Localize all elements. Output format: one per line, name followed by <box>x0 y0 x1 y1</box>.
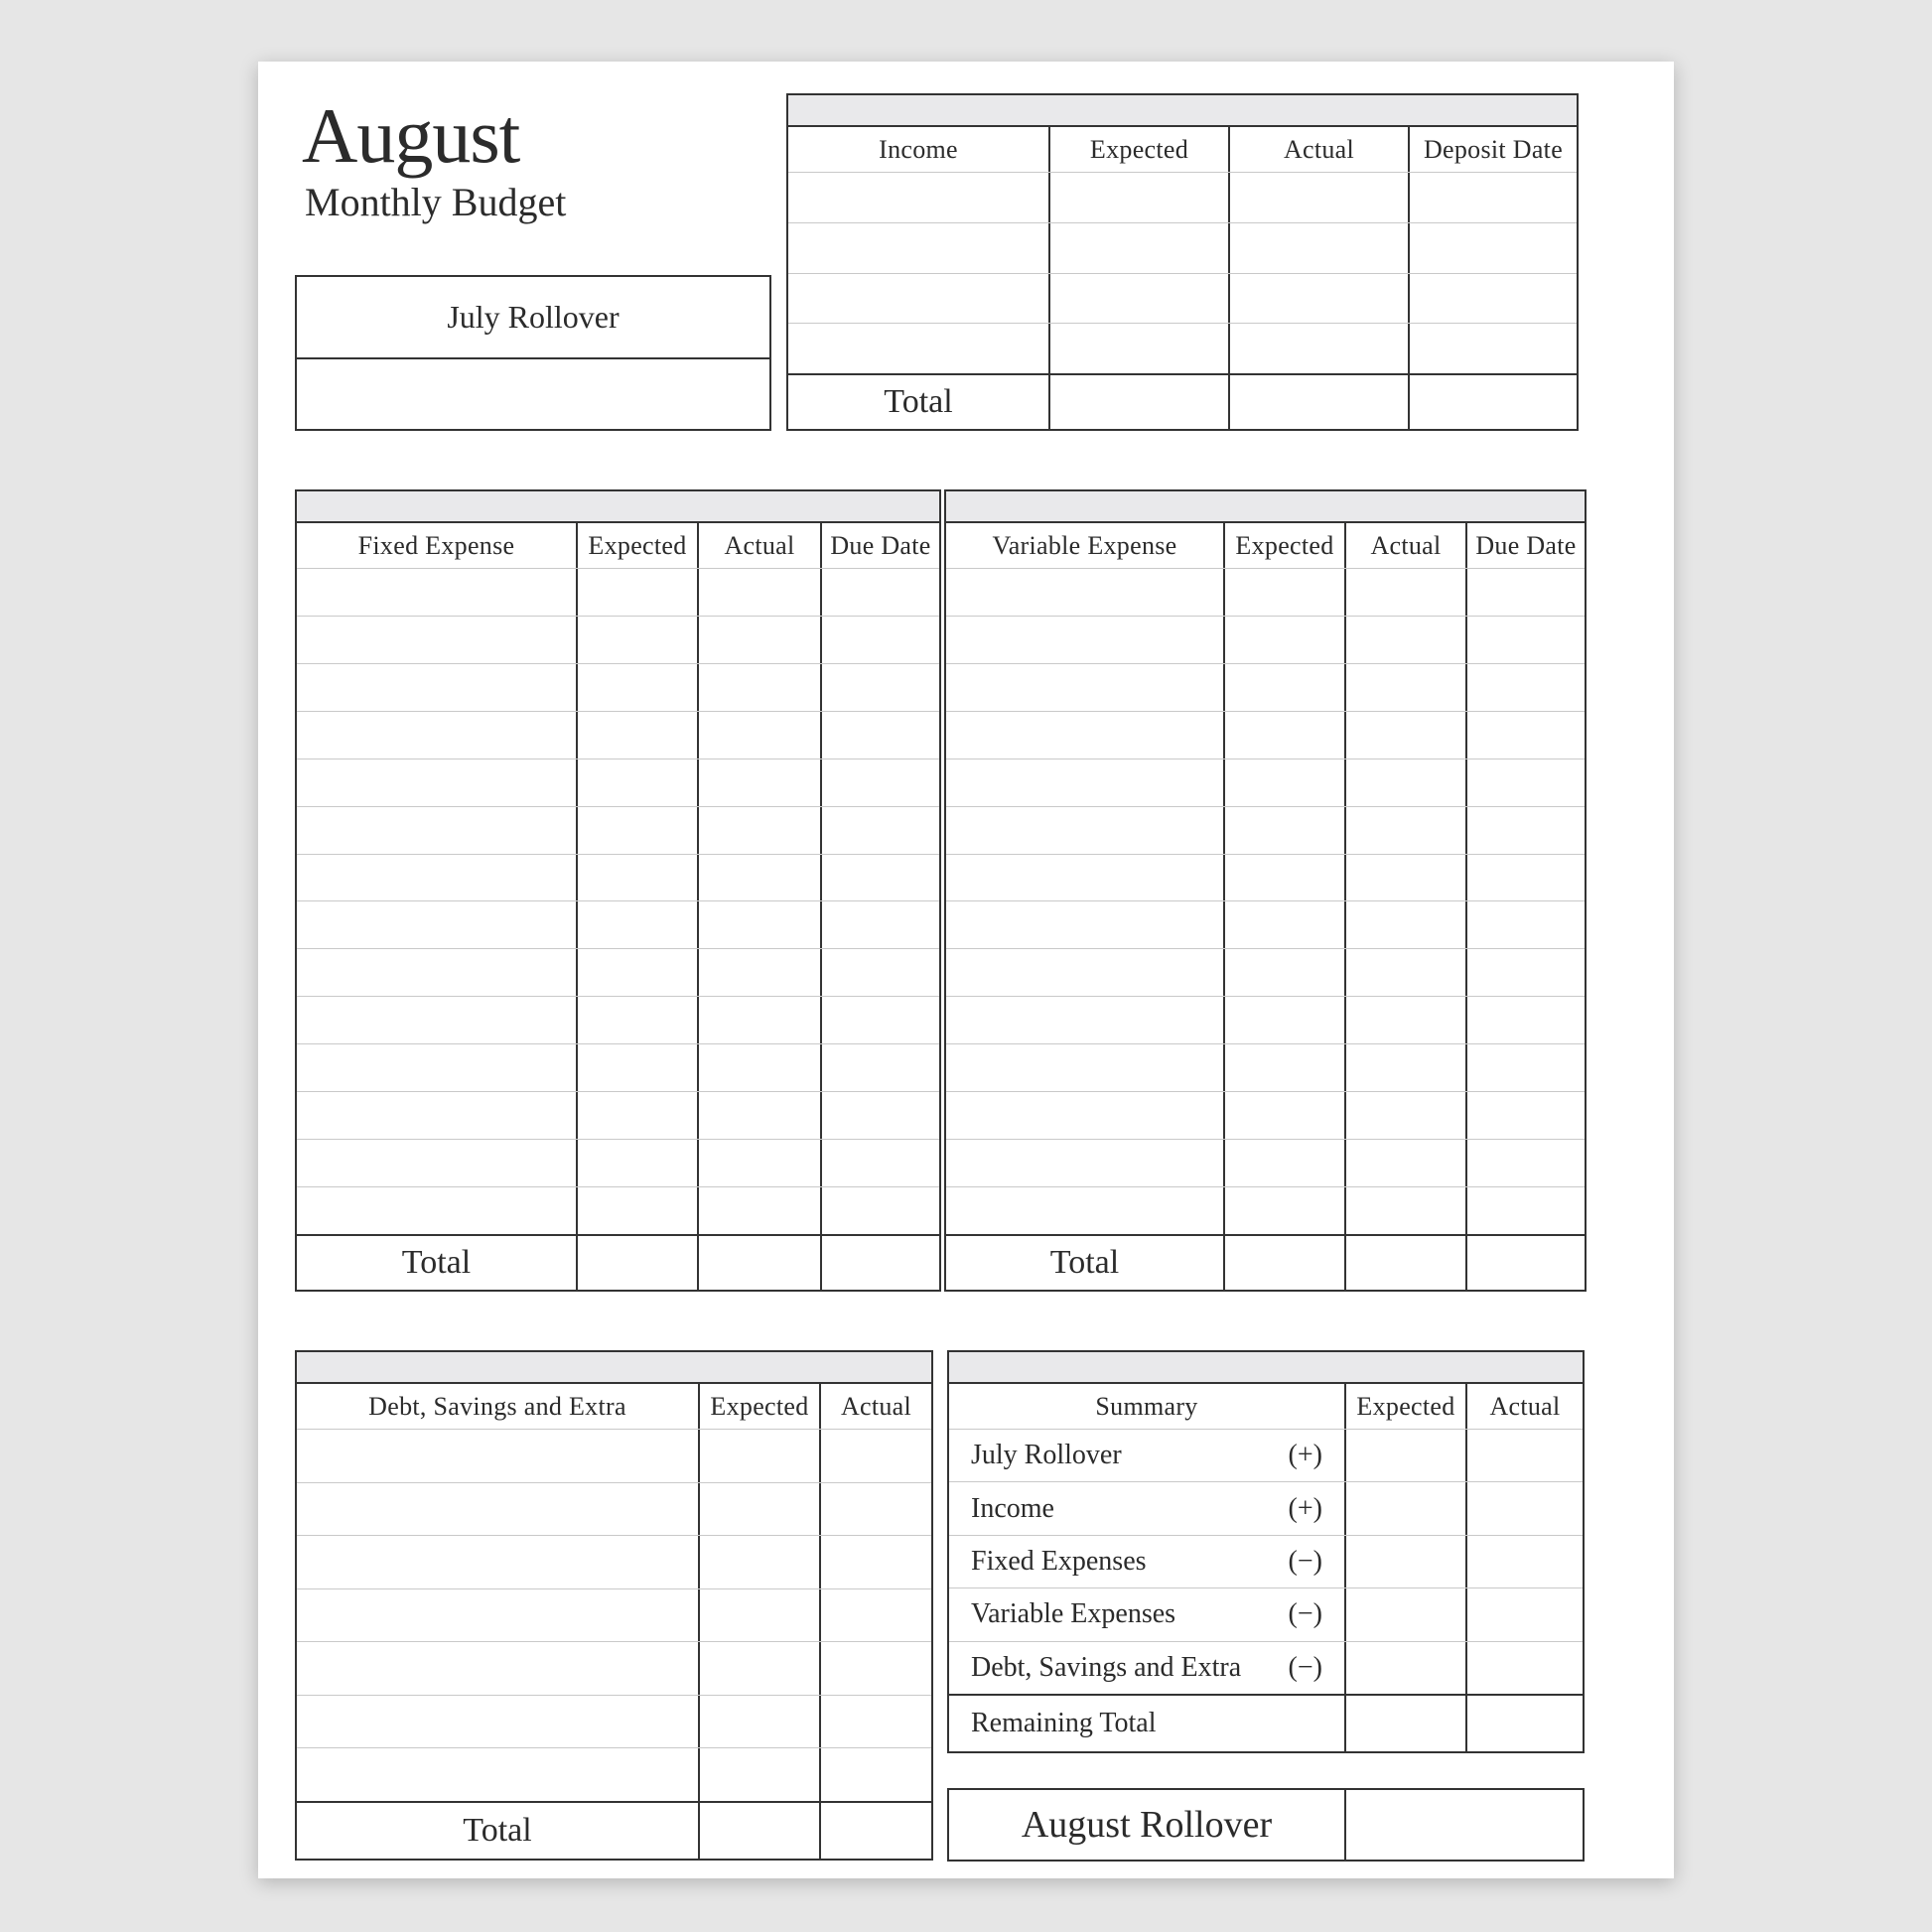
remaining-total-label: Remaining Total <box>971 1708 1157 1738</box>
empty-cell <box>1465 1642 1583 1694</box>
empty-cell <box>946 569 1223 616</box>
expected-column-header: Expected <box>1048 127 1228 172</box>
fixed-expense-column-header: Fixed Expense <box>357 530 515 560</box>
empty-cell <box>297 1748 698 1801</box>
minus-sign: (−) <box>1288 1546 1322 1578</box>
empty-row <box>297 711 939 759</box>
summary-header-row <box>949 1384 1583 1430</box>
empty-cell <box>819 1803 931 1859</box>
empty-cell <box>1223 569 1344 616</box>
empty-cell <box>297 664 576 711</box>
empty-cell <box>1344 1536 1465 1587</box>
empty-cell <box>1465 569 1585 616</box>
empty-cell <box>820 664 939 711</box>
debt-savings-column-header: Debt, Savings and Extra <box>368 1391 626 1421</box>
due-date-column-header: Due Date <box>1465 523 1585 568</box>
july-rollover-box <box>295 275 771 431</box>
empty-cell <box>697 569 820 616</box>
empty-cell <box>1344 901 1465 948</box>
empty-cell <box>697 1140 820 1186</box>
empty-row <box>946 1043 1585 1091</box>
empty-cell <box>1344 997 1465 1043</box>
fixed-expense-total-label: Total <box>401 1244 472 1281</box>
empty-cell <box>697 1187 820 1234</box>
empty-cell <box>788 223 1048 273</box>
empty-cell <box>1048 223 1228 273</box>
variable-expense-table-body <box>946 569 1585 1234</box>
debt-savings-table-band <box>297 1352 931 1384</box>
fixed-expense-header-row <box>297 523 939 569</box>
empty-row <box>297 663 939 711</box>
empty-cell <box>297 901 576 948</box>
empty-cell <box>946 949 1223 996</box>
expected-column-header: Expected <box>576 523 697 568</box>
empty-cell <box>576 855 697 901</box>
empty-cell <box>697 1092 820 1139</box>
empty-cell <box>820 617 939 663</box>
variable-expense-table <box>944 489 1587 1292</box>
empty-cell <box>297 1430 698 1482</box>
empty-cell <box>1344 1044 1465 1091</box>
empty-cell <box>698 1536 819 1588</box>
empty-row <box>297 806 939 854</box>
empty-cell <box>819 1536 931 1588</box>
empty-cell <box>698 1430 819 1482</box>
empty-cell <box>1223 901 1344 948</box>
empty-cell <box>820 1092 939 1139</box>
empty-row <box>946 569 1585 616</box>
plus-sign: (+) <box>1288 1440 1322 1471</box>
empty-cell <box>1223 1187 1344 1234</box>
empty-cell <box>297 997 576 1043</box>
empty-row <box>297 1535 931 1588</box>
empty-cell <box>1465 855 1585 901</box>
empty-row <box>946 616 1585 663</box>
empty-cell <box>819 1696 931 1748</box>
empty-cell <box>820 807 939 854</box>
empty-cell <box>788 173 1048 222</box>
empty-cell <box>576 1092 697 1139</box>
empty-row <box>946 996 1585 1043</box>
empty-row <box>946 1091 1585 1139</box>
income-total-row <box>788 373 1577 429</box>
summary-table <box>947 1350 1585 1753</box>
empty-cell <box>946 901 1223 948</box>
summary-row-income <box>949 1481 1583 1534</box>
empty-cell <box>297 1696 698 1748</box>
empty-cell <box>297 1092 576 1139</box>
empty-cell <box>697 712 820 759</box>
empty-cell <box>1465 1092 1585 1139</box>
empty-cell <box>1344 712 1465 759</box>
empty-cell <box>819 1589 931 1642</box>
empty-cell <box>297 1642 698 1695</box>
empty-cell <box>1465 1482 1583 1534</box>
empty-cell <box>820 1044 939 1091</box>
income-table-body <box>788 173 1577 373</box>
variable-expense-total-label: Total <box>1049 1244 1120 1281</box>
empty-cell <box>1344 1696 1465 1751</box>
empty-cell <box>1344 807 1465 854</box>
empty-cell <box>820 712 939 759</box>
empty-cell <box>297 855 576 901</box>
empty-cell <box>576 759 697 806</box>
empty-cell <box>1048 274 1228 324</box>
empty-cell <box>1048 375 1228 429</box>
empty-cell <box>1344 1236 1465 1290</box>
fixed-expense-table-band <box>297 491 939 523</box>
empty-cell <box>698 1483 819 1536</box>
empty-cell <box>820 569 939 616</box>
empty-cell <box>946 617 1223 663</box>
empty-cell <box>297 569 576 616</box>
empty-cell <box>1344 1588 1465 1640</box>
empty-cell <box>819 1642 931 1695</box>
empty-cell <box>1223 807 1344 854</box>
summary-row-debt-savings <box>949 1641 1583 1694</box>
due-date-column-header: Due Date <box>820 523 939 568</box>
summary-table-body <box>949 1430 1583 1694</box>
empty-cell <box>1223 1044 1344 1091</box>
empty-row <box>946 1139 1585 1186</box>
empty-cell <box>946 997 1223 1043</box>
empty-row <box>297 1641 931 1695</box>
empty-cell <box>1223 1140 1344 1186</box>
empty-cell <box>1228 274 1408 324</box>
july-rollover-label: July Rollover <box>297 277 769 359</box>
income-total-label: Total <box>884 383 953 420</box>
empty-row <box>788 273 1577 324</box>
debt-savings-header-row <box>297 1384 931 1430</box>
empty-cell <box>697 617 820 663</box>
empty-row <box>297 948 939 996</box>
empty-cell <box>1465 901 1585 948</box>
empty-cell <box>820 997 939 1043</box>
empty-cell <box>1344 1187 1465 1234</box>
summary-row-label: Fixed Expenses <box>971 1546 1147 1578</box>
deposit-date-column-header: Deposit Date <box>1408 127 1577 172</box>
summary-row-july-rollover <box>949 1430 1583 1481</box>
empty-cell <box>1408 375 1577 429</box>
empty-cell <box>820 901 939 948</box>
empty-cell <box>1465 664 1585 711</box>
empty-cell <box>788 274 1048 324</box>
empty-row <box>946 948 1585 996</box>
empty-cell <box>698 1803 819 1859</box>
empty-cell <box>697 1236 820 1290</box>
empty-row <box>297 1043 939 1091</box>
empty-cell <box>946 712 1223 759</box>
expected-column-header: Expected <box>1223 523 1344 568</box>
variable-expense-column-header: Variable Expense <box>992 530 1177 560</box>
summary-row-label: Income <box>971 1492 1054 1524</box>
empty-row <box>297 1430 931 1482</box>
empty-cell <box>297 1187 576 1234</box>
empty-row <box>297 854 939 901</box>
empty-cell <box>1344 1482 1465 1534</box>
empty-cell <box>297 1536 698 1588</box>
empty-cell <box>1465 1536 1583 1587</box>
empty-cell <box>1223 759 1344 806</box>
empty-cell <box>1344 855 1465 901</box>
empty-cell <box>1344 617 1465 663</box>
empty-row <box>788 173 1577 222</box>
summary-row-fixed-expenses <box>949 1535 1583 1587</box>
empty-cell <box>297 949 576 996</box>
empty-cell <box>1344 1140 1465 1186</box>
fixed-expense-total-row <box>297 1234 939 1290</box>
empty-cell <box>1465 712 1585 759</box>
empty-row <box>297 1091 939 1139</box>
empty-cell <box>819 1748 931 1801</box>
page-title: August <box>302 92 520 179</box>
empty-cell <box>1408 173 1577 222</box>
empty-cell <box>297 1589 698 1642</box>
summary-table-band <box>949 1352 1583 1384</box>
income-column-header: Income <box>879 134 958 164</box>
empty-cell <box>697 1044 820 1091</box>
debt-savings-table-body <box>297 1430 931 1801</box>
income-header-row <box>788 127 1577 173</box>
empty-cell <box>1465 1430 1583 1481</box>
debt-savings-table <box>295 1350 933 1861</box>
empty-cell <box>946 1092 1223 1139</box>
empty-cell <box>576 1044 697 1091</box>
empty-cell <box>1048 173 1228 222</box>
empty-cell <box>576 712 697 759</box>
empty-cell <box>1228 223 1408 273</box>
empty-cell <box>1465 949 1585 996</box>
empty-cell <box>1408 223 1577 273</box>
empty-row <box>946 1186 1585 1234</box>
summary-row-label-cell <box>949 1430 1344 1481</box>
empty-cell <box>946 759 1223 806</box>
income-table-band <box>788 95 1577 127</box>
empty-cell <box>1408 274 1577 324</box>
empty-row <box>788 323 1577 373</box>
empty-cell <box>1228 375 1408 429</box>
variable-expense-header-row <box>946 523 1585 569</box>
empty-cell <box>1465 759 1585 806</box>
empty-cell <box>576 1187 697 1234</box>
empty-cell <box>1465 1236 1585 1290</box>
empty-cell <box>576 664 697 711</box>
empty-cell <box>946 664 1223 711</box>
empty-cell <box>819 1430 931 1482</box>
empty-cell <box>697 855 820 901</box>
actual-column-header: Actual <box>1228 127 1408 172</box>
empty-row <box>297 900 939 948</box>
empty-cell <box>576 901 697 948</box>
empty-cell <box>297 1044 576 1091</box>
empty-cell <box>297 712 576 759</box>
empty-cell <box>1228 173 1408 222</box>
empty-row <box>946 900 1585 948</box>
actual-column-header: Actual <box>697 523 820 568</box>
empty-cell <box>1465 997 1585 1043</box>
variable-expense-table-band <box>946 491 1585 523</box>
empty-cell <box>946 1044 1223 1091</box>
empty-cell <box>576 617 697 663</box>
empty-row <box>297 1186 939 1234</box>
empty-cell <box>820 759 939 806</box>
minus-sign: (−) <box>1288 1651 1322 1683</box>
empty-row <box>946 806 1585 854</box>
empty-cell <box>1344 949 1465 996</box>
empty-cell <box>576 807 697 854</box>
empty-cell <box>1465 1140 1585 1186</box>
empty-row <box>297 1139 939 1186</box>
minus-sign: (−) <box>1288 1598 1322 1630</box>
empty-cell <box>1344 1642 1465 1694</box>
empty-cell <box>1223 1236 1344 1290</box>
empty-cell <box>297 759 576 806</box>
empty-cell <box>1465 1696 1583 1751</box>
empty-cell <box>1465 1588 1583 1640</box>
empty-cell <box>1344 759 1465 806</box>
actual-column-header: Actual <box>819 1384 931 1429</box>
summary-row-label: Debt, Savings and Extra <box>971 1651 1242 1683</box>
empty-cell <box>819 1483 931 1536</box>
empty-cell <box>820 949 939 996</box>
summary-row-label-cell <box>949 1482 1344 1534</box>
summary-row-label-cell <box>949 1536 1344 1587</box>
empty-cell <box>1344 1430 1465 1481</box>
empty-cell <box>697 759 820 806</box>
empty-row <box>297 616 939 663</box>
empty-cell <box>697 997 820 1043</box>
empty-cell <box>820 1236 939 1290</box>
empty-cell <box>697 807 820 854</box>
empty-cell <box>1465 617 1585 663</box>
plus-sign: (+) <box>1288 1492 1322 1524</box>
july-rollover-value-cell <box>297 359 769 429</box>
empty-cell <box>1223 855 1344 901</box>
august-rollover-label: August Rollover <box>1021 1804 1273 1846</box>
empty-cell <box>697 949 820 996</box>
empty-row <box>297 1482 931 1536</box>
empty-row <box>788 222 1577 273</box>
empty-cell <box>820 1187 939 1234</box>
empty-cell <box>576 1140 697 1186</box>
empty-row <box>297 996 939 1043</box>
empty-row <box>946 663 1585 711</box>
august-rollover-value-cell <box>1344 1790 1583 1860</box>
empty-cell <box>946 1140 1223 1186</box>
empty-row <box>297 1695 931 1748</box>
actual-column-header: Actual <box>1465 1384 1583 1429</box>
empty-cell <box>1344 569 1465 616</box>
empty-row <box>297 1747 931 1801</box>
empty-cell <box>946 855 1223 901</box>
empty-cell <box>1048 324 1228 373</box>
empty-cell <box>1223 664 1344 711</box>
empty-cell <box>697 901 820 948</box>
income-table <box>786 93 1579 431</box>
empty-cell <box>576 949 697 996</box>
empty-cell <box>698 1748 819 1801</box>
august-rollover-box <box>947 1788 1585 1862</box>
empty-cell <box>297 1140 576 1186</box>
empty-row <box>946 854 1585 901</box>
empty-cell <box>1344 664 1465 711</box>
summary-row-variable-expenses <box>949 1587 1583 1640</box>
budget-page <box>258 62 1674 1878</box>
empty-row <box>297 1588 931 1642</box>
empty-cell <box>698 1696 819 1748</box>
empty-cell <box>1344 1092 1465 1139</box>
empty-row <box>946 711 1585 759</box>
empty-cell <box>1223 997 1344 1043</box>
empty-cell <box>946 807 1223 854</box>
empty-cell <box>1465 1044 1585 1091</box>
empty-cell <box>1465 807 1585 854</box>
empty-cell <box>297 617 576 663</box>
fixed-expense-table <box>295 489 941 1292</box>
summary-row-label-cell <box>949 1588 1344 1640</box>
empty-cell <box>820 855 939 901</box>
empty-cell <box>576 569 697 616</box>
variable-expense-total-row <box>946 1234 1585 1290</box>
summary-remaining-total-row <box>949 1694 1583 1751</box>
empty-cell <box>1223 949 1344 996</box>
empty-row <box>297 569 939 616</box>
empty-cell <box>297 807 576 854</box>
empty-cell <box>788 324 1048 373</box>
summary-column-header: Summary <box>1095 1391 1198 1421</box>
page-subtitle: Monthly Budget <box>305 180 567 224</box>
fixed-expense-table-body <box>297 569 939 1234</box>
actual-column-header: Actual <box>1344 523 1465 568</box>
empty-cell <box>1228 324 1408 373</box>
empty-cell <box>698 1642 819 1695</box>
empty-cell <box>1223 617 1344 663</box>
empty-cell <box>946 1187 1223 1234</box>
empty-cell <box>698 1589 819 1642</box>
empty-cell <box>820 1140 939 1186</box>
empty-cell <box>1465 1187 1585 1234</box>
summary-row-label: Variable Expenses <box>971 1598 1176 1630</box>
expected-column-header: Expected <box>698 1384 819 1429</box>
empty-cell <box>297 1483 698 1536</box>
expected-column-header: Expected <box>1344 1384 1465 1429</box>
debt-savings-total-row <box>297 1801 931 1859</box>
empty-cell <box>1408 324 1577 373</box>
empty-row <box>946 759 1585 806</box>
empty-cell <box>1223 712 1344 759</box>
empty-cell <box>697 664 820 711</box>
empty-cell <box>1223 1092 1344 1139</box>
empty-cell <box>576 1236 697 1290</box>
debt-savings-total-label: Total <box>463 1812 532 1849</box>
summary-row-label-cell <box>949 1642 1344 1694</box>
empty-cell <box>576 997 697 1043</box>
empty-row <box>297 759 939 806</box>
summary-row-label: July Rollover <box>971 1440 1122 1471</box>
